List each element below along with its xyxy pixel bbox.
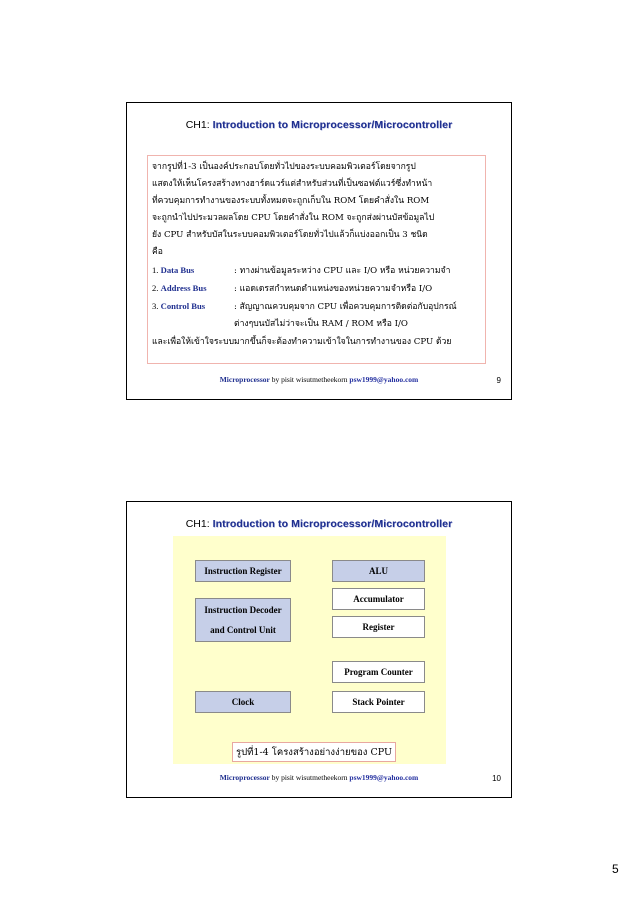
slide-footer [127,375,511,384]
paragraph-line: ที่ควบคุมการทำงานของระบบทั้งหมดจะถูกเก็บใน ROM โดยคำสั่งใน ROM [152,196,430,206]
instruction-register-block: Instruction Register [195,560,291,582]
chapter-label: CH1: [185,518,210,530]
bus-item-data [152,262,450,280]
slide-10 [126,501,512,798]
figure-caption: รูปที่1-4 โครงสร้างอย่างง่ายของ CPU [232,742,396,762]
bus-description: : สัญญาณควบคุมจาก CPU เพื่อควบคุมการติดต่อกับอุปกรณ์ [234,302,457,312]
bus-item-address [152,280,432,298]
register-block: Register [332,616,425,638]
paragraph-line: จะถูกนำไปประมวลผลโดย CPU โดยคำสั่งใน ROM จะถูกส่งผ่านบัสข้อมูลไป [152,213,435,223]
alu-block: ALU [332,560,425,582]
control-unit-label: and Control Unit [210,625,276,635]
slide-number: 9 [496,376,501,385]
bus-name: Data Bus [160,265,195,275]
bus-description: : ทางผ่านข้อมูลระหว่าง CPU และ I/O หรือ หน่วยความจำ [234,266,451,276]
bus-number: 1. [152,265,159,275]
bus-item-control [152,298,457,316]
instruction-decoder-label: Instruction Decoder [204,605,282,615]
paragraph-line: คือ [152,247,163,257]
slide-number: 10 [492,774,501,783]
bus-description-box [147,155,486,364]
slide-9 [126,102,512,400]
accumulator-block: Accumulator [332,588,425,610]
bus-number: 3. [152,301,159,311]
chapter-topic: Introduction to Microprocessor/Microcontroller [212,119,453,131]
bus-description: : แอดเดรสกำหนดตำแหน่งของหน่วยความจำหรือ I/O [234,284,433,294]
paragraph-line: ยัง CPU สำหรับบัสในระบบคอมพิวเตอร์โดยทั่วไปแล้วก็แบ่งออกเป็น 3 ชนิด [152,230,428,240]
bus-name: Address Bus [160,283,207,293]
footer-author: by pisit wisutmetheekorn [269,375,350,384]
footer-brand: Microprocessor [219,773,270,782]
stack-pointer-block: Stack Pointer [332,691,425,713]
bus-number: 2. [152,283,159,293]
closing-line: และเพื่อให้เข้าใจระบบมากขึ้นก็จะต้องทำความเข้าใจในการทำงานของ CPU ด้วย [152,337,452,347]
footer-author: by pisit wisutmetheekorn [269,773,350,782]
clock-block: Clock [195,691,291,713]
footer-email: psw1999@yahoo.com [349,773,419,782]
footer-brand: Microprocessor [219,375,270,384]
paragraph-line: จากรูปที่1-3 เป็นองค์ประกอบโดยทั่วไปของระบบคอมพิวเตอร์โดยจากรูป [152,162,416,172]
page-number: 5 [612,862,619,876]
slide-title [127,119,511,131]
instruction-decoder-block [195,598,291,642]
chapter-label: CH1: [185,119,210,131]
program-counter-block: Program Counter [332,661,425,683]
footer-email: psw1999@yahoo.com [349,375,419,384]
control-bus-continuation: ต่างๆบนบัสไม่ว่าจะเป็น RAM / ROM หรือ I/O [234,319,408,329]
paragraph-line: แสดงให้เห็นโครงสร้างทางฮาร์ดแวร์แต่สำหรับส่วนที่เป็นซอฟต์แวร์ซึ่งทำหน้า [152,179,433,189]
slide-title [127,518,511,530]
bus-name: Control Bus [160,301,206,311]
chapter-topic: Introduction to Microprocessor/Microcontroller [212,518,453,530]
cpu-structure-diagram [173,536,446,764]
slide-footer [127,773,511,782]
